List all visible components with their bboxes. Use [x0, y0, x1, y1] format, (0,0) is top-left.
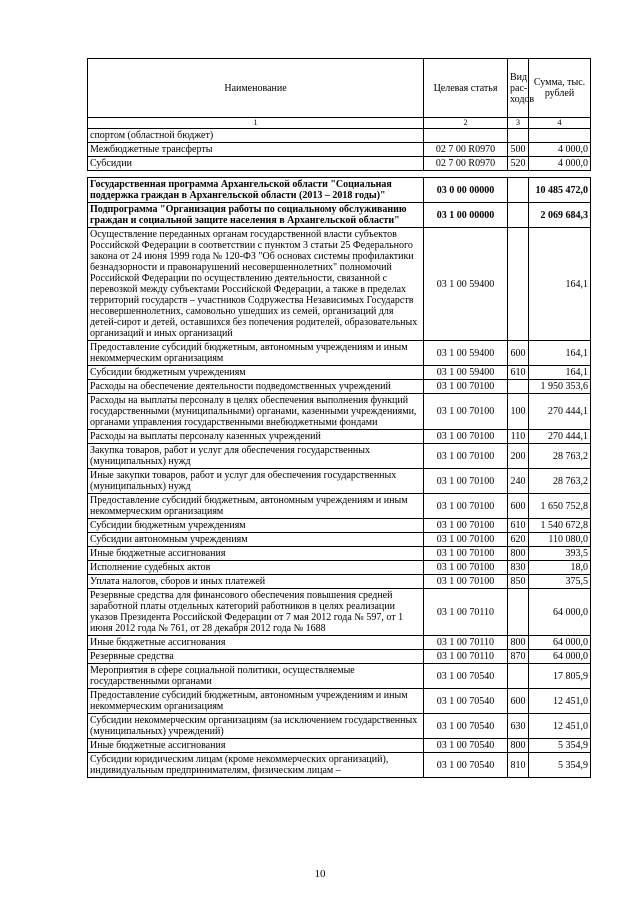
- row-expense-type: 830: [508, 561, 529, 575]
- row-name: спортом (областной бюджет): [88, 129, 424, 143]
- row-expense-type: 610: [508, 366, 529, 380]
- table-row: [88, 533, 591, 547]
- row-name: Расходы на обеспечение деятельности подведомственных учреждений: [88, 380, 424, 394]
- row-target-code: 03 1 00 70540: [424, 739, 508, 753]
- table-row: [88, 394, 591, 430]
- row-expense-type: 240: [508, 469, 529, 494]
- row-sum: 375,5: [529, 575, 591, 589]
- table-row: [88, 636, 591, 650]
- table-row: [88, 519, 591, 533]
- row-sum: 2 069 684,3: [529, 203, 591, 228]
- table-row: [88, 178, 591, 203]
- header-sum: Сумма, тыс. рублей: [529, 59, 591, 118]
- row-sum: 64 000,0: [529, 636, 591, 650]
- row-target-code: 03 1 00 70100: [424, 430, 508, 444]
- row-expense-type: [508, 589, 529, 636]
- row-target-code: 03 1 00 70100: [424, 519, 508, 533]
- row-sum: 64 000,0: [529, 650, 591, 664]
- row-target-code: 03 1 00 70110: [424, 650, 508, 664]
- table-header-row: [88, 59, 591, 118]
- row-sum: [529, 129, 591, 143]
- table-row: [88, 689, 591, 714]
- row-name: Резервные средства для финансового обеспечения повышения средней заработной платы отдельных категорий работников в целях реализации указов Президента Российской Федерации от 7 мая 2012 года № 597, от 1 июня 2012 года № 761, от 28 декабря 2012 года № 1688: [88, 589, 424, 636]
- row-expense-type: 870: [508, 650, 529, 664]
- row-name: Субсидии: [88, 157, 424, 171]
- row-name: Государственная программа Архангельской области "Социальная поддержка граждан в Архангельской области (2013 – 2018 годы)": [88, 178, 424, 203]
- row-expense-type: 850: [508, 575, 529, 589]
- header-name: Наименование: [88, 59, 424, 118]
- row-sum: 5 354,9: [529, 753, 591, 778]
- row-sum: 28 763,2: [529, 469, 591, 494]
- table-row: [88, 589, 591, 636]
- row-sum: 12 451,0: [529, 714, 591, 739]
- gap-cell: [88, 171, 424, 178]
- table-row: [88, 469, 591, 494]
- table-row: [88, 341, 591, 366]
- row-name: Осуществление переданных органам государственной власти субъектов Российской Федерации в соответствии с пунктом 3 статьи 25 Федерального закона от 24 июня 1999 года № 120-ФЗ "Об основах системы профилактики безнадзорности и правонарушений несовершеннолетних" полномочий Российской Федерации по осуществлению деятельности, связанной с перевозкой между субъектами Российской Федерации, а также в пределах территорий государств – участников Содружества Независимых Государств несовершеннолетних, самовольно ушедших из семей, организаций для детей-сирот и детей, оставшихся без попечения родителей, образовательных организаций и иных организаций: [88, 228, 424, 341]
- header-target: Целевая статья: [424, 59, 508, 118]
- row-sum: 4 000,0: [529, 157, 591, 171]
- row-name: Субсидии юридическим лицам (кроме некоммерческих организаций), индивидуальным предпринимателям, физическим лицам –: [88, 753, 424, 778]
- row-target-code: 03 1 00 70100: [424, 469, 508, 494]
- row-expense-type: [508, 178, 529, 203]
- row-name: Закупка товаров, работ и услуг для обеспечения государственных (муниципальных) нужд: [88, 444, 424, 469]
- row-sum: 270 444,1: [529, 394, 591, 430]
- table-row: [88, 494, 591, 519]
- row-sum: 164,1: [529, 341, 591, 366]
- row-expense-type: 810: [508, 753, 529, 778]
- row-expense-type: 520: [508, 157, 529, 171]
- row-target-code: 03 1 00 00000: [424, 203, 508, 228]
- gap-cell: [529, 171, 591, 178]
- row-sum: 18,0: [529, 561, 591, 575]
- row-name: Резервные средства: [88, 650, 424, 664]
- table-row: [88, 444, 591, 469]
- row-target-code: 03 1 00 59400: [424, 228, 508, 341]
- row-sum: 1 540 672,8: [529, 519, 591, 533]
- row-sum: 28 763,2: [529, 444, 591, 469]
- row-target-code: 02 7 00 R0970: [424, 157, 508, 171]
- row-target-code: 03 1 00 70100: [424, 394, 508, 430]
- row-expense-type: 110: [508, 430, 529, 444]
- row-name: Иные бюджетные ассигнования: [88, 636, 424, 650]
- row-name: Мероприятия в сфере социальной политики, осуществляемые государственными органами: [88, 664, 424, 689]
- row-sum: 110 080,0: [529, 533, 591, 547]
- row-expense-type: 200: [508, 444, 529, 469]
- table-row: [88, 129, 591, 143]
- gap-cell: [424, 171, 508, 178]
- row-name: Расходы на выплаты персоналу в целях обеспечения выполнения функций государственными (муниципальными) органами, казенными учреждениями, органами управления государственными внебюджетными фондами: [88, 394, 424, 430]
- row-expense-type: [508, 380, 529, 394]
- row-sum: 164,1: [529, 366, 591, 380]
- row-expense-type: [508, 129, 529, 143]
- row-name: Предоставление субсидий бюджетным, автономным учреждениям и иным некоммерческим организациям: [88, 341, 424, 366]
- row-target-code: 03 1 00 70100: [424, 533, 508, 547]
- row-name: Субсидии бюджетным учреждениям: [88, 366, 424, 380]
- header-vid: Вид рас-ходов: [508, 59, 529, 118]
- budget-table: [87, 58, 591, 778]
- row-target-code: 03 1 00 59400: [424, 366, 508, 380]
- row-sum: 1 950 353,6: [529, 380, 591, 394]
- table-row: [88, 664, 591, 689]
- row-expense-type: [508, 203, 529, 228]
- row-sum: 17 805,9: [529, 664, 591, 689]
- row-name: Субсидии некоммерческим организациям (за исключением государственных (муниципальных) учреждений): [88, 714, 424, 739]
- row-target-code: 03 1 00 59400: [424, 341, 508, 366]
- row-target-code: 03 1 00 70110: [424, 636, 508, 650]
- header-num-4: 4: [529, 118, 591, 129]
- row-name: Межбюджетные трансферты: [88, 143, 424, 157]
- row-target-code: 03 1 00 70540: [424, 689, 508, 714]
- row-expense-type: 600: [508, 341, 529, 366]
- table-row: [88, 575, 591, 589]
- header-num-1: 1: [88, 118, 424, 129]
- row-target-code: [424, 129, 508, 143]
- row-expense-type: 630: [508, 714, 529, 739]
- row-sum: 164,1: [529, 228, 591, 341]
- row-sum: 393,5: [529, 547, 591, 561]
- row-name: Расходы на выплаты персоналу казенных учреждений: [88, 430, 424, 444]
- row-expense-type: 500: [508, 143, 529, 157]
- row-expense-type: 800: [508, 636, 529, 650]
- header-num-3: 3: [508, 118, 529, 129]
- row-name: Иные закупки товаров, работ и услуг для обеспечения государственных (муниципальных) нужд: [88, 469, 424, 494]
- row-sum: 12 451,0: [529, 689, 591, 714]
- row-target-code: 03 0 00 00000: [424, 178, 508, 203]
- row-name: Предоставление субсидий бюджетным, автономным учреждениям и иным некоммерческим организациям: [88, 689, 424, 714]
- row-sum: 1 650 752,8: [529, 494, 591, 519]
- table-row: [88, 650, 591, 664]
- row-expense-type: 610: [508, 519, 529, 533]
- row-target-code: 03 1 00 70540: [424, 714, 508, 739]
- row-expense-type: 800: [508, 739, 529, 753]
- table-row: [88, 143, 591, 157]
- row-expense-type: 600: [508, 494, 529, 519]
- row-sum: 64 000,0: [529, 589, 591, 636]
- row-expense-type: 800: [508, 547, 529, 561]
- row-name: Субсидии бюджетным учреждениям: [88, 519, 424, 533]
- table-gap-row: [88, 171, 591, 178]
- table-row: [88, 366, 591, 380]
- row-target-code: 03 1 00 70540: [424, 753, 508, 778]
- table-row: [88, 753, 591, 778]
- table-numbering-row: [88, 118, 591, 129]
- row-target-code: 03 1 00 70110: [424, 589, 508, 636]
- row-target-code: 03 1 00 70100: [424, 494, 508, 519]
- table-row: [88, 380, 591, 394]
- table-row: [88, 547, 591, 561]
- table-row: [88, 203, 591, 228]
- row-expense-type: 600: [508, 689, 529, 714]
- row-name: Иные бюджетные ассигнования: [88, 739, 424, 753]
- table-row: [88, 714, 591, 739]
- table-row: [88, 228, 591, 341]
- header-num-2: 2: [424, 118, 508, 129]
- row-name: Предоставление субсидий бюджетным, автономным учреждениям и иным некоммерческим организациям: [88, 494, 424, 519]
- page-number: 10: [314, 868, 326, 880]
- row-name: Субсидии автономным учреждениям: [88, 533, 424, 547]
- row-expense-type: [508, 228, 529, 341]
- row-sum: 4 000,0: [529, 143, 591, 157]
- row-target-code: 03 1 00 70100: [424, 561, 508, 575]
- row-target-code: 03 1 00 70100: [424, 444, 508, 469]
- row-name: Уплата налогов, сборов и иных платежей: [88, 575, 424, 589]
- row-name: Иные бюджетные ассигнования: [88, 547, 424, 561]
- row-target-code: 03 1 00 70100: [424, 380, 508, 394]
- table-row: [88, 157, 591, 171]
- table-row: [88, 739, 591, 753]
- row-expense-type: 100: [508, 394, 529, 430]
- row-expense-type: [508, 664, 529, 689]
- row-name: Исполнение судебных актов: [88, 561, 424, 575]
- table-row: [88, 430, 591, 444]
- row-expense-type: 620: [508, 533, 529, 547]
- row-sum: 5 354,9: [529, 739, 591, 753]
- row-target-code: 03 1 00 70100: [424, 547, 508, 561]
- row-target-code: 03 1 00 70100: [424, 575, 508, 589]
- row-sum: 270 444,1: [529, 430, 591, 444]
- row-sum: 10 485 472,0: [529, 178, 591, 203]
- row-target-code: 03 1 00 70540: [424, 664, 508, 689]
- row-target-code: 02 7 00 R0970: [424, 143, 508, 157]
- gap-cell: [508, 171, 529, 178]
- budget-table-body: [88, 59, 591, 778]
- row-name: Подпрограмма "Организация работы по социальному обслуживанию граждан и социальной защите населения в Архангельской области": [88, 203, 424, 228]
- table-row: [88, 561, 591, 575]
